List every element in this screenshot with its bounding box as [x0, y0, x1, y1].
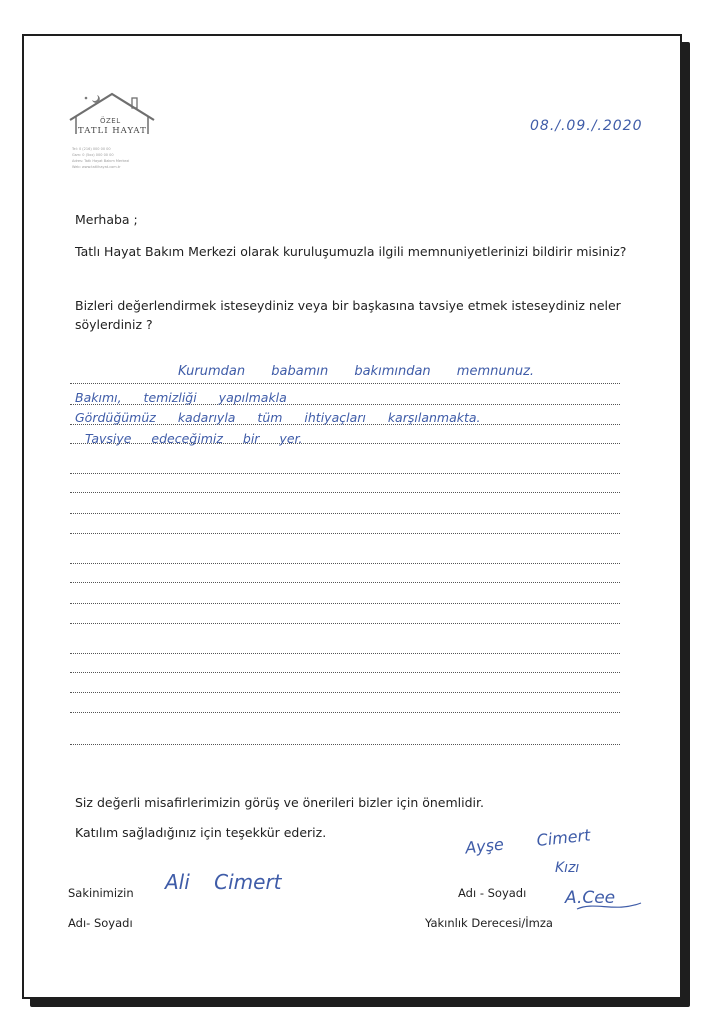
dotted-line	[70, 513, 620, 514]
resident-name-label: Adı- Soyadı	[68, 916, 133, 930]
dotted-line	[70, 744, 620, 745]
question-1-text: Tatlı Hayat Bakım Merkezi olarak kuruluşumuzla ilgili memnuniyetlerinizi bildirir misiniz?	[75, 244, 627, 259]
dotted-line	[70, 582, 620, 583]
handwritten-answer-line-1: Kurumdan babamın bakımından memnunuz.	[178, 364, 535, 379]
company-logo	[62, 86, 162, 181]
dotted-line	[70, 603, 620, 604]
dotted-line	[70, 623, 620, 624]
contact-line: Web: www.tatlihayat.com.tr	[72, 165, 121, 169]
dotted-line	[70, 383, 620, 384]
handwritten-relative-name: Ayşe Cimert	[464, 825, 592, 858]
contact-line: Adres: Tatlı Hayat Bakım Merkezi	[72, 159, 130, 163]
relative-name-label: Adı - Soyadı	[458, 886, 527, 900]
question-2-text: Bizleri değerlendirmek isteseydiniz veya bir başkasına tavsiye etmek isteseydiniz neler söylerdiniz ?	[75, 298, 621, 332]
handwritten-answer-line-4: Tavsiye edeceğimiz bir yer.	[85, 431, 303, 446]
resident-label: Sakinimizin	[68, 886, 134, 900]
handwritten-answer-line-3: Gördüğümüz kadarıyla tüm ihtiyaçları karşılanmakta.	[75, 410, 481, 425]
signature-stroke	[575, 897, 645, 917]
dotted-line	[70, 692, 620, 693]
greeting-text: Merhaba ;	[75, 212, 138, 227]
dotted-line	[70, 653, 620, 654]
contact-line: Tel: 0 (216) 000 00 00	[72, 147, 111, 151]
dotted-line	[70, 492, 620, 493]
dotted-line	[70, 533, 620, 534]
logo-contact-info	[72, 146, 129, 170]
handwritten-signature: A.Cee	[565, 888, 616, 908]
handwritten-relation: Kızı	[555, 860, 580, 876]
closing-text-1: Siz değerli misafirlerimizin görüş ve önerileri bizler için önemlidir.	[75, 795, 484, 810]
relation-signature-label: Yakınlık Derecesi/İmza	[425, 916, 553, 930]
dotted-line	[70, 473, 620, 474]
dotted-line	[70, 672, 620, 673]
dotted-line	[70, 712, 620, 713]
contact-line: Gsm: 0 (5xx) 000 00 00	[72, 153, 114, 157]
logo-ozel-text: ÖZEL	[100, 117, 121, 125]
handwritten-date: 08./.09./.2020	[530, 118, 643, 134]
handwritten-answer-line-2: Bakımı, temizliği yapılmakla	[75, 390, 287, 405]
handwritten-resident-name: Ali Cimert	[165, 870, 282, 894]
dotted-line	[70, 563, 620, 564]
closing-text-2: Katılım sağladığınız için teşekkür ederiz.	[75, 825, 327, 840]
logo-brand-text: TATLI HAYAT	[78, 126, 147, 136]
house-roof-icon	[62, 86, 162, 146]
